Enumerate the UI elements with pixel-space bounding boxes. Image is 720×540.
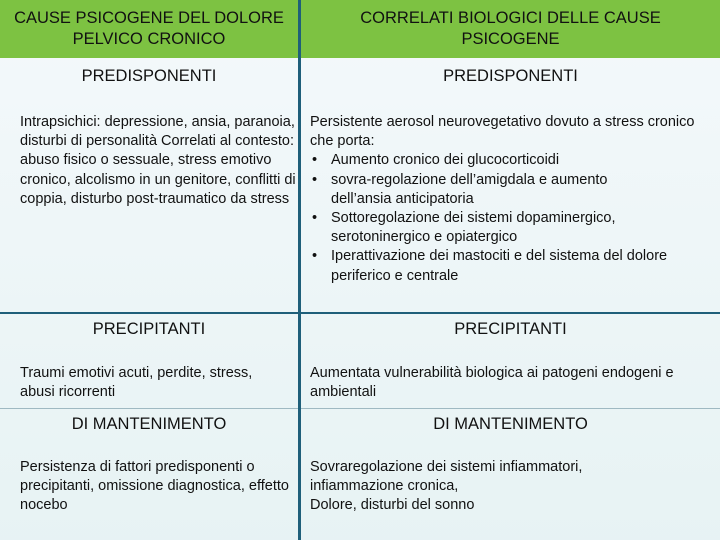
right-column [301, 0, 720, 540]
right-predisponenti-body [310, 113, 710, 286]
right-mantenimento-line: Sovraregolazione dei sistemi infiammatori, [310, 459, 583, 475]
right-mantenimento-line: Dolore, disturbi del sonno [310, 497, 475, 514]
right-predisponenti-intro: Persistente aerosol neurovegetativo dovuto a stress cronico che porta: [310, 114, 695, 150]
list-item: • Iperattivazione dei mastociti e del sistema del dolore periferico e centrale [310, 247, 710, 285]
left-mantenimento-text: Persistenza di fattori predisponenti o precipitanti, omissione diagnostica, effetto nocebo [20, 459, 289, 514]
right-precipitanti-title: PRECIPITANTI [454, 319, 567, 338]
right-mantenimento-line: infiammazione cronica, [310, 478, 459, 495]
left-precipitanti-text: Traumi emotivi acuti, perdite, stress, abusi ricorrenti [20, 365, 253, 401]
list-item: • Sottoregolazione dei sistemi dopaminergico, serotoninergico e opiatergico [310, 209, 710, 247]
right-precipitanti-text: Aumentata vulnerabilità biologica ai patogeni endogeni e ambientali [310, 365, 674, 401]
left-predisponenti-text: Intrapsichici: depressione, ansia, paranoia, disturbi di personalità Correlati al contesto: abuso fisico o sessuale, stress emotivo cronico, alcolismo in un genitore, conflitti di coppia, disturbo post-traumatico da stress [20, 114, 296, 207]
right-predisponenti-bullets [310, 151, 710, 285]
right-predisponenti-title: PREDISPONENTI [443, 66, 578, 85]
right-mantenimento-body [310, 458, 710, 516]
left-precipitanti-title: PRECIPITANTI [92, 319, 206, 338]
right-mantenimento-title: DI MANTENIMENTO [301, 408, 720, 439]
list-item: • sovra-regolazione dell’amigdala e aumento dell’ansia anticipatoria [310, 171, 710, 209]
list-item: • Aumento cronico dei glucocorticoidi [310, 151, 710, 170]
left-mantenimento-title: DI MANTENIMENTO [0, 408, 298, 439]
right-header-text: CORRELATI BIOLOGICI DELLE CAUSE PSICOGENE [360, 9, 661, 48]
left-header [0, 0, 298, 58]
right-header [301, 0, 720, 58]
left-column [0, 0, 298, 540]
left-header-text: CAUSE PSICOGENE DEL DOLORE PELVICO CRONICO [14, 9, 284, 48]
left-predisponenti-title: PREDISPONENTI [81, 66, 217, 85]
